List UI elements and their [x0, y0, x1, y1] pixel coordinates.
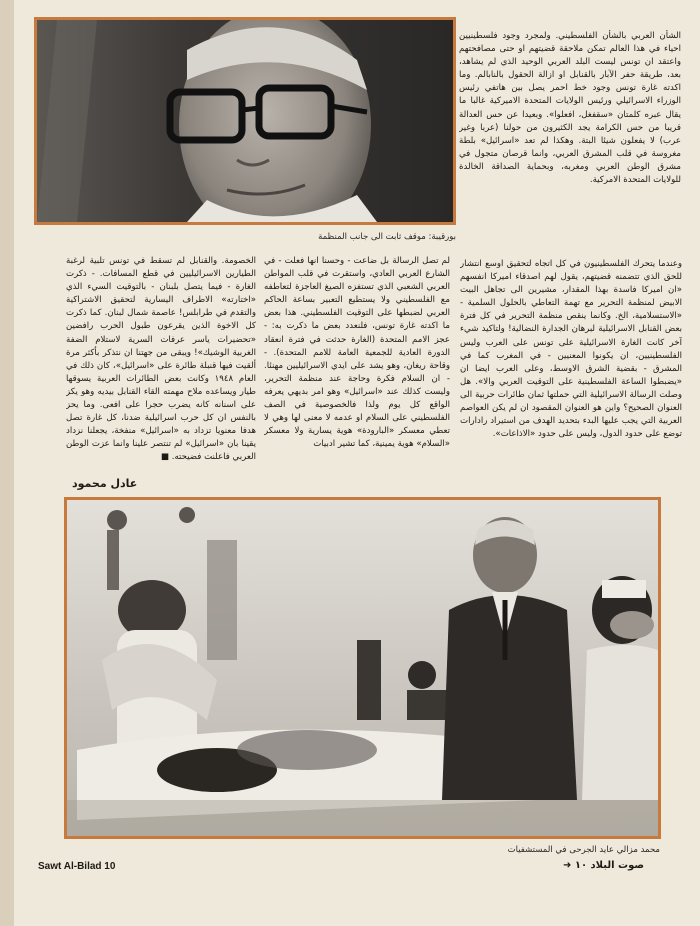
paragraph: الشأن العربي بالشأن الفلسطيني. ولمجرد وجود فلسطينيين احياء في هذا العالم تمكن ملاحقة قضيتهم او حتى مصافحتهم واعتقد ان تونس ليست البلد العربي الوحيد الذي لم يشاهد، بعد، طريقة حفر الآبار بالقنابل او ازالة الحقول بالنابالم. وما اكدته غارة تونس وجود خط احمر يصل بين هاتفي رئيس الوزراء الاسرائيلي ورئيس الولايات المتحدة الاميركية غالبا ما يقال عبره كلمتان «سقفغل، افعلوا». وبعيدا عن حس العدالة قريبا من حس الكرامة يجد الكثيرون من حولنا (عربا وغير عرب) لا يفعلون شيئا البتة. وهكذا لم تعد «اسرائيل» بلطة مغروسة في قلب المشرق العربي، وانما قرصان متجول في مشرق الوطن العربي ومغربه، وبحماية الصداقة الخالدة للولايات المتحدة الامركية.	[459, 31, 681, 186]
portrait-photo	[34, 17, 456, 225]
author-name: عادل محمود	[72, 477, 138, 490]
column-right-top	[459, 30, 681, 254]
hospital-photo	[64, 497, 661, 839]
bottom-photo-caption: محمد مزالي عايد الجرحى في المستشفيات	[507, 845, 660, 855]
hospital-scene-icon	[67, 500, 658, 836]
arrow-icon: ➜	[562, 860, 572, 871]
paragraph: الخصومة. والقنابل لم تسقط في تونس تلبية لرغبة الطيارين الاسرائيليين في قطع المسافات. - ذكرت الغارة - فيما يتصل بلبنان - بالتوقيت السيء الذي «اختارته» الاطراف اليسارية لتحقيق الاشتراكية والتقدم في طرابلس! عاصمة شمال لبنان. كما ذكرت كل الاخوة الذين يقرعون طبول الحرب رافضين «تحضيرات ياسر عرفات السرية لاستلام الضفة الغربية الوشيك»! ويبقى من جهتنا ان نتذكر بأكثر مرة ألقيت فيها قنبلة طائرة على «اسرائيل»، كان ذلك في العام ١٩٤٨ وكانت بعض الطائرات العربية يسوقها طيار ويساعده ملاح مهمته القاء القنابل بيديه وهو يكز على اسنانه كانه يضرب حجرا على افعى. وما يحز بالنفس ان كل حرب اسرائيلية ضدنا، كل غارة تصل هدفا معنويا تزداد به «اسرائيل» منفخة، يجعلنا نزداد يقينا بان «اسرائيل» لم تنتصر علينا وانما عزت الوطن العربي فاعلنت فضيحته. ■	[66, 256, 256, 463]
column-right-bottom	[460, 258, 682, 488]
column-left	[66, 255, 256, 473]
column-middle	[264, 255, 450, 487]
footer-page-label-arabic	[559, 860, 644, 871]
paragraph: وعندما يتحرك الفلسطينيون في كل اتجاه لتحقيق اوسع انتشار للحق الذي تتضمنه قضيتهم، يقول لهم اصدقاء اميركا انفسهم «ان اميركا فاسدة بهذا المقدار، مشيرين الى تجاهل البيت الابيض لمنظمة التحرير مع تهمة التعاطي بالحلول السلمية - «الاستسلامية، الخ. وكانما ينقص منظمة التحرير في كل فترة بعض القنابل الاسرائيلية لبرهان الجدارة النضالية! ولتاكيد شيء آخر كانت الغارة الاسرائيلية على تونس على العرب وليس الفلسطينيين، ان يكونوا المعنيين - في المغرب كما في المشرق - بقضية الشرق الاوسط، وعلى العرب ايضا ان «يضبطوا الساعة الفلسطينية على التوقيت العربي والا». هل وصلت الرسالة الاسرائيلية التي حملتها ثمان طائرات حربية الى العنوان الصحيح؟ واين هو العنوان المقصود ان لم يكن العواصم العربية التي يجب عليها البدء بتحديد الهدف من استيراد رادارات توضع على حدود الدول، وليس على حدود «الاذاعات».	[460, 259, 682, 440]
footer-page-label: Sawt Al-Bilad 10	[38, 861, 116, 872]
portrait-photo-icon	[37, 20, 453, 222]
paragraph: لم تصل الرسالة بل ضاعت - وحسنا انها فعلت - في الشارع العربي العادي، واستقرت في قلب المواطن العربي الشعبي الذي تستفزه الصيغ العاجزة لتعاطفه مع الفلسطيني ولا يستطيع التعبير بساعة الحاكم العربي لضبطها على التوقيت الفلسطيني. هذا بعض ما اكدته غارة تونس، فلنعدد بعض ما ذكرت به: - عجز الامم المتحدة (الغارة حدثت في فترة انعقاد الدورة العادية للجمعية العامة للامم المتحدة). - وقاحة ريغان، وهو يشد على ايدي الاسرائيليين مهنئا. - ان السلام فكرة وحاجة عند منظمة التحرير، وليست كذلك عند «اسرائيل» وهو امر بديهي يعرفه الواقع كل يوم ولذا فالخصوصية في الصف الفلسطيني على السلام او عدمه لا معنى لها وهي لا تعطي معسكر «البارودة» هوية يسارية ولا معسكر «السلام» هوية يمينية، كما تشير ادبيات	[264, 256, 450, 450]
top-photo-caption: بورقيبة: موقف ثابت الى جانب المنظمة	[318, 232, 456, 242]
footer-arabic-text: صوت البلاد ١٠	[574, 860, 644, 871]
